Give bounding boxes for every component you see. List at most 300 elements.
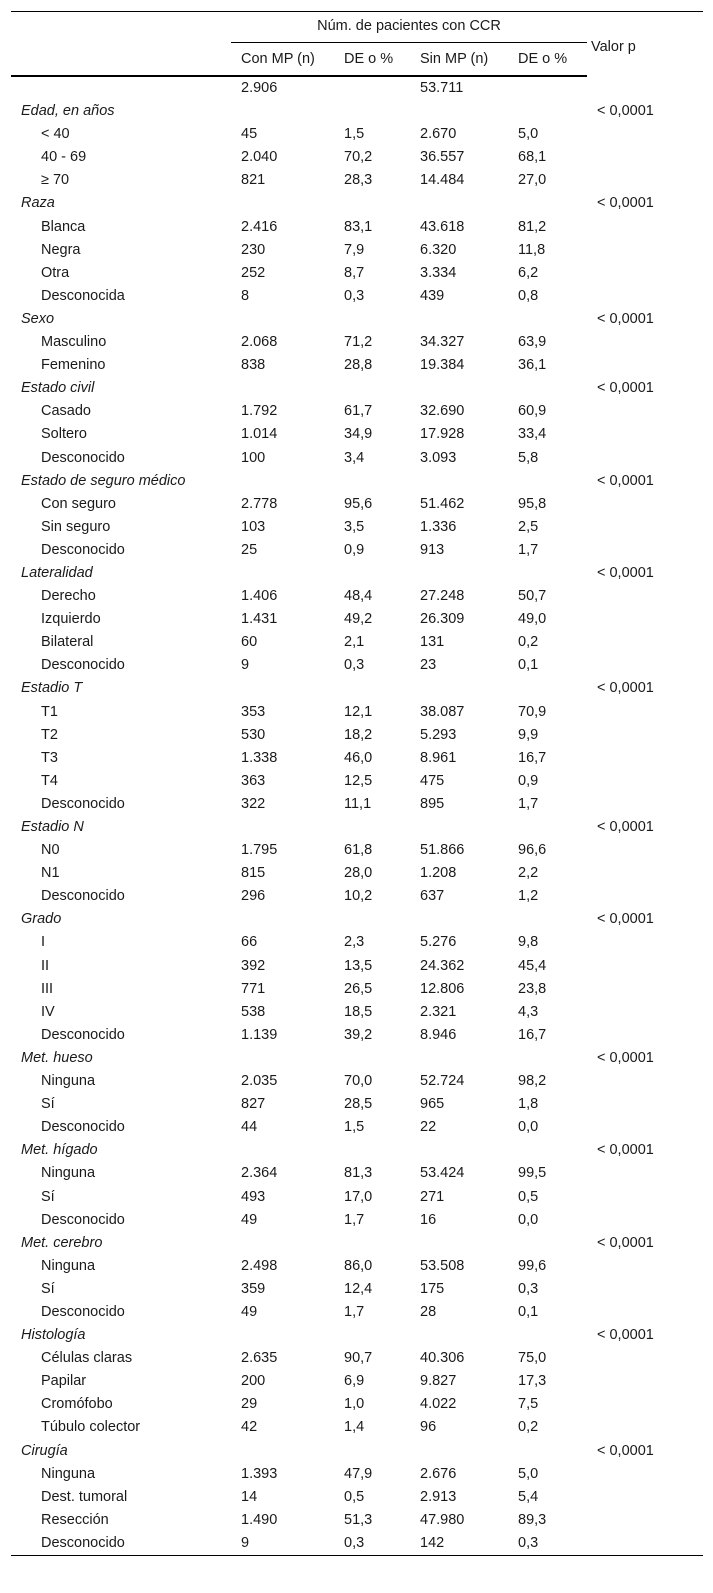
cell-sin-n: 2.676 (420, 1465, 457, 1482)
cell-con-n: 44 (241, 1119, 258, 1136)
cell-sin-n: 913 (420, 541, 445, 558)
table-row (11, 1093, 703, 1116)
cell-sin-n: 637 (420, 888, 445, 905)
section-pvalue: < 0,0001 (597, 564, 654, 581)
row-label: N0 (41, 842, 60, 859)
cell-empty (587, 493, 703, 516)
col-header-sin-n: Sin MP (n) (410, 43, 508, 76)
section-header-row (11, 1139, 703, 1162)
table-row (11, 955, 703, 978)
cell-con-pct: 18,5 (344, 1003, 373, 1020)
cell-con-pct: 12,1 (344, 703, 373, 720)
cell-sin-n: 895 (420, 795, 445, 812)
cell-sin-pct: 9,8 (518, 934, 539, 951)
cell-sin-n: 40.306 (420, 1350, 465, 1367)
cell-con-pct: 10,2 (344, 888, 373, 905)
cell-empty (587, 1001, 703, 1024)
cell-con-pct: 49,2 (344, 611, 373, 628)
cell-empty (587, 1486, 703, 1509)
cell-empty (587, 862, 703, 885)
table-row (11, 1116, 703, 1139)
cell-sin-pct: 9,9 (518, 726, 539, 743)
cell-con-pct: 28,5 (344, 1096, 373, 1113)
cell-empty (587, 955, 703, 978)
cell-con-pct: 83,1 (344, 218, 373, 235)
cell-sin-n: 131 (420, 634, 445, 651)
table-row (11, 839, 703, 862)
cell-sin-n: 965 (420, 1096, 445, 1113)
cell-empty (587, 654, 703, 677)
cell-con-n: 2.498 (241, 1257, 278, 1274)
cell-empty (587, 423, 703, 446)
cell-sin-pct: 33,4 (518, 426, 547, 443)
row-label: Sin seguro (41, 518, 111, 535)
cell-sin-n: 2.321 (420, 1003, 457, 1020)
cell-empty (587, 216, 703, 239)
cell-empty (587, 1162, 703, 1185)
section-header-row (11, 308, 703, 331)
row-label: < 40 (41, 126, 70, 143)
cell-con-pct: 51,3 (344, 1511, 373, 1528)
cell-sin-pct: 23,8 (518, 980, 547, 997)
cell-empty (587, 978, 703, 1001)
cell-sin-pct: 75,0 (518, 1350, 547, 1367)
cell-sin-n: 26.309 (420, 611, 465, 628)
cell-sin-n: 52.724 (420, 1073, 465, 1090)
row-label: Desconocido (41, 1303, 125, 1320)
col-header-con-n: Con MP (n) (231, 43, 334, 76)
col-header-con-pct: DE o % (334, 43, 410, 76)
cell-sin-pct: 70,9 (518, 703, 547, 720)
cell-con-n: 1.431 (241, 611, 278, 628)
cell-sin-pct: 7,5 (518, 1396, 539, 1413)
cell-sin-pct: 0,0 (518, 1119, 539, 1136)
table-row (11, 701, 703, 724)
row-label: Bilateral (41, 634, 94, 651)
cell-empty (587, 793, 703, 816)
row-label: Desconocido (41, 1534, 125, 1551)
cell-sin-n: 22 (420, 1119, 437, 1136)
row-label: T2 (41, 726, 58, 743)
cell-con-pct: 0,9 (344, 541, 365, 558)
cell-con-n: 1.406 (241, 588, 278, 605)
cell-con-pct: 47,9 (344, 1465, 373, 1482)
section-title: Met. hígado (21, 1142, 98, 1159)
cell-con-pct: 0,3 (344, 1534, 365, 1551)
row-label: Desconocido (41, 1119, 125, 1136)
section-pvalue: < 0,0001 (597, 911, 654, 928)
row-label: Sí (41, 1188, 55, 1205)
cell-sin-n: 23 (420, 657, 437, 674)
cell-con-pct: 6,9 (344, 1373, 365, 1390)
cell-con-pct: 28,0 (344, 865, 373, 882)
cell-sin-pct: 36,1 (518, 357, 547, 374)
row-label: Izquierdo (41, 611, 101, 628)
cell-con-n: 1.139 (241, 1026, 278, 1043)
row-label: Con seguro (41, 495, 116, 512)
cell-con-n: 815 (241, 865, 266, 882)
cell-con-n: 29 (241, 1396, 258, 1413)
cell-sin-pct: 50,7 (518, 588, 547, 605)
row-label: Desconocido (41, 795, 125, 812)
cell-con-pct: 12,4 (344, 1280, 373, 1297)
section-title: Histología (21, 1327, 86, 1344)
section-title: Cirugía (21, 1442, 68, 1459)
cell-con-pct: 2,3 (344, 934, 365, 951)
cell-empty (587, 1370, 703, 1393)
row-label: Femenino (41, 357, 106, 374)
patients-table (11, 12, 703, 1555)
total-p (587, 76, 703, 100)
section-header-row (11, 377, 703, 400)
cell-sin-pct: 0,1 (518, 1303, 539, 1320)
cell-con-pct: 3,4 (344, 449, 365, 466)
cell-empty (587, 1301, 703, 1324)
row-label: Sí (41, 1280, 55, 1297)
table-row (11, 539, 703, 562)
cell-con-pct: 61,7 (344, 403, 373, 420)
section-title: Grado (21, 911, 62, 928)
table-header (11, 12, 703, 76)
cell-empty (587, 770, 703, 793)
cell-con-n: 771 (241, 980, 266, 997)
cell-sin-pct: 2,2 (518, 865, 539, 882)
cell-sin-n: 271 (420, 1188, 445, 1205)
cell-sin-n: 19.384 (420, 357, 465, 374)
table-row (11, 931, 703, 954)
section-header-row (11, 677, 703, 700)
row-label: Ninguna (41, 1257, 96, 1274)
total-label (11, 76, 231, 100)
cell-con-n: 9 (241, 657, 250, 674)
cell-sin-n: 27.248 (420, 588, 465, 605)
cell-con-n: 2.040 (241, 149, 278, 166)
cell-sin-n: 3.334 (420, 264, 457, 281)
cell-con-pct: 18,2 (344, 726, 373, 743)
row-label: I (41, 934, 46, 951)
section-header-row (11, 816, 703, 839)
cell-con-pct: 71,2 (344, 334, 373, 351)
section-title: Met. hueso (21, 1049, 93, 1066)
row-label: Desconocida (41, 287, 125, 304)
cell-sin-pct: 0,0 (518, 1211, 539, 1228)
cell-con-pct: 26,5 (344, 980, 373, 997)
table-row (11, 1001, 703, 1024)
row-label: T4 (41, 772, 58, 789)
cell-con-n: 2.778 (241, 495, 278, 512)
cell-sin-pct: 45,4 (518, 957, 547, 974)
table-body (11, 76, 703, 1555)
cell-sin-pct: 27,0 (518, 172, 547, 189)
cell-sin-n: 475 (420, 772, 445, 789)
cell-sin-n: 96 (420, 1419, 437, 1436)
table-row (11, 493, 703, 516)
group-header-label: Núm. de pacientes con CCR (231, 12, 587, 43)
cell-con-n: 14 (241, 1488, 258, 1505)
cell-con-n: 359 (241, 1280, 266, 1297)
cell-con-pct: 86,0 (344, 1257, 373, 1274)
cell-empty (587, 146, 703, 169)
section-header-row (11, 1324, 703, 1347)
cell-con-n: 538 (241, 1003, 266, 1020)
cell-con-n: 100 (241, 449, 266, 466)
cell-con-pct: 28,8 (344, 357, 373, 374)
cell-con-pct: 81,3 (344, 1165, 373, 1182)
cell-empty (587, 539, 703, 562)
cell-sin-pct: 1,7 (518, 795, 539, 812)
table-row (11, 747, 703, 770)
section-header-row (11, 1232, 703, 1255)
total-con-pct (334, 76, 410, 100)
cell-sin-pct: 0,8 (518, 287, 539, 304)
table-container (11, 11, 703, 1556)
cell-con-pct: 48,4 (344, 588, 373, 605)
cell-sin-pct: 4,3 (518, 1003, 539, 1020)
section-title: Met. cerebro (21, 1234, 103, 1251)
section-title: Sexo (21, 310, 55, 327)
section-header-row (11, 1047, 703, 1070)
table-row (11, 608, 703, 631)
cell-sin-n: 5.293 (420, 726, 457, 743)
cell-con-n: 60 (241, 634, 258, 651)
row-label: T1 (41, 703, 58, 720)
cell-sin-pct: 81,2 (518, 218, 547, 235)
row-label: Blanca (41, 218, 86, 235)
cell-sin-n: 16 (420, 1211, 437, 1228)
cell-con-n: 1.014 (241, 426, 278, 443)
cell-empty (587, 1393, 703, 1416)
row-label: Túbulo colector (41, 1419, 141, 1436)
table-row (11, 770, 703, 793)
cell-empty (587, 1093, 703, 1116)
cell-sin-n: 32.690 (420, 403, 465, 420)
table-row (11, 447, 703, 470)
table-row (11, 516, 703, 539)
cell-empty (587, 1186, 703, 1209)
cell-sin-n: 43.618 (420, 218, 465, 235)
cell-sin-pct: 17,3 (518, 1373, 547, 1390)
cell-con-n: 1.490 (241, 1511, 278, 1528)
row-label: N1 (41, 865, 60, 882)
section-header-row (11, 470, 703, 493)
cell-sin-n: 36.557 (420, 149, 465, 166)
cell-empty (587, 239, 703, 262)
cell-sin-pct: 0,9 (518, 772, 539, 789)
section-header-row (11, 562, 703, 585)
row-label: Cromófobo (41, 1396, 113, 1413)
section-pvalue: < 0,0001 (597, 472, 654, 489)
cell-sin-pct: 63,9 (518, 334, 547, 351)
cell-con-n: 530 (241, 726, 266, 743)
cell-sin-pct: 6,2 (518, 264, 539, 281)
cell-con-pct: 0,3 (344, 287, 365, 304)
cell-con-n: 2.035 (241, 1073, 278, 1090)
cell-con-n: 493 (241, 1188, 266, 1205)
table-row (11, 1186, 703, 1209)
table-row (11, 285, 703, 308)
pvalue-header: Valor p (591, 39, 636, 55)
cell-con-n: 49 (241, 1303, 258, 1320)
cell-sin-n: 1.208 (420, 865, 457, 882)
cell-con-pct: 13,5 (344, 957, 373, 974)
row-label: Negra (41, 241, 81, 258)
section-pvalue: < 0,0001 (597, 1327, 654, 1344)
cell-sin-n: 5.276 (420, 934, 457, 951)
cell-sin-pct: 5,0 (518, 1465, 539, 1482)
row-label: Desconocido (41, 449, 125, 466)
cell-sin-pct: 98,2 (518, 1073, 547, 1090)
cell-empty (587, 354, 703, 377)
cell-sin-n: 9.827 (420, 1373, 457, 1390)
col-header-sin-pct: DE o % (508, 43, 587, 76)
row-label: Derecho (41, 588, 96, 605)
row-label: Desconocido (41, 888, 125, 905)
cell-con-pct: 61,8 (344, 842, 373, 859)
row-label: Resección (41, 1511, 109, 1528)
cell-sin-pct: 0,1 (518, 657, 539, 674)
cell-sin-n: 2.913 (420, 1488, 457, 1505)
header-empty-2 (11, 43, 231, 76)
cell-con-pct: 8,7 (344, 264, 365, 281)
cell-con-n: 363 (241, 772, 266, 789)
cell-con-pct: 1,4 (344, 1419, 365, 1436)
row-label: Desconocido (41, 541, 125, 558)
cell-empty (587, 1278, 703, 1301)
table-row (11, 423, 703, 446)
row-label: 40 - 69 (41, 149, 87, 166)
cell-empty (587, 631, 703, 654)
table-row (11, 1393, 703, 1416)
cell-empty (587, 701, 703, 724)
row-label: ≥ 70 (41, 172, 70, 189)
table-row (11, 1509, 703, 1532)
cell-sin-pct: 1,2 (518, 888, 539, 905)
table-row (11, 1070, 703, 1093)
section-pvalue: < 0,0001 (597, 680, 654, 697)
table-row (11, 978, 703, 1001)
cell-empty (587, 516, 703, 539)
table-row (11, 631, 703, 654)
cell-con-n: 2.635 (241, 1350, 278, 1367)
cell-empty (587, 1509, 703, 1532)
table-row (11, 1255, 703, 1278)
cell-sin-pct: 96,6 (518, 842, 547, 859)
table-row (11, 654, 703, 677)
section-title: Estado civil (21, 380, 95, 397)
cell-empty (587, 747, 703, 770)
cell-con-pct: 28,3 (344, 172, 373, 189)
cell-empty (587, 1024, 703, 1047)
section-title: Estadio T (21, 680, 83, 697)
section-pvalue: < 0,0001 (597, 310, 654, 327)
cell-empty (587, 1070, 703, 1093)
cell-empty (587, 931, 703, 954)
header-empty (11, 12, 231, 43)
total-sin-pct (508, 76, 587, 100)
group-header (231, 12, 587, 43)
row-label: Desconocido (41, 1026, 125, 1043)
section-pvalue: < 0,0001 (597, 195, 654, 212)
cell-con-n: 49 (241, 1211, 258, 1228)
cell-con-n: 827 (241, 1096, 266, 1113)
cell-con-n: 200 (241, 1373, 266, 1390)
row-label: T3 (41, 749, 58, 766)
cell-sin-pct: 5,0 (518, 126, 539, 143)
cell-con-n: 25 (241, 541, 258, 558)
cell-sin-n: 47.980 (420, 1511, 465, 1528)
cell-sin-n: 34.327 (420, 334, 465, 351)
cell-con-n: 1.393 (241, 1465, 278, 1482)
table-row (11, 1347, 703, 1370)
cell-sin-pct: 99,6 (518, 1257, 547, 1274)
cell-sin-pct: 0,3 (518, 1280, 539, 1297)
cell-con-pct: 2,1 (344, 634, 365, 651)
cell-con-pct: 1,5 (344, 1119, 365, 1136)
cell-empty (587, 1209, 703, 1232)
table-row (11, 1024, 703, 1047)
section-pvalue: < 0,0001 (597, 1234, 654, 1251)
cell-sin-n: 1.336 (420, 518, 457, 535)
cell-empty (587, 123, 703, 146)
cell-con-pct: 1,5 (344, 126, 365, 143)
cell-sin-pct: 16,7 (518, 749, 547, 766)
cell-empty (587, 1255, 703, 1278)
total-con-n: 2.906 (241, 80, 278, 96)
cell-sin-n: 51.462 (420, 495, 465, 512)
cell-sin-n: 14.484 (420, 172, 465, 189)
section-header-row (11, 100, 703, 123)
cell-sin-pct: 60,9 (518, 403, 547, 420)
cell-con-n: 9 (241, 1534, 250, 1551)
cell-empty (587, 400, 703, 423)
table-row (11, 400, 703, 423)
cell-sin-pct: 99,5 (518, 1165, 547, 1182)
table-row (11, 1162, 703, 1185)
section-pvalue: < 0,0001 (597, 103, 654, 120)
row-label: III (41, 980, 54, 997)
cell-con-n: 103 (241, 518, 266, 535)
table-row (11, 354, 703, 377)
cell-con-n: 8 (241, 287, 250, 304)
table-row (11, 1416, 703, 1439)
cell-con-pct: 1,7 (344, 1211, 365, 1228)
table-row (11, 1463, 703, 1486)
table-row (11, 1370, 703, 1393)
table-row (11, 724, 703, 747)
section-header-row (11, 908, 703, 931)
cell-sin-pct: 11,8 (518, 241, 546, 258)
row-label: Ninguna (41, 1073, 96, 1090)
cell-sin-pct: 49,0 (518, 611, 547, 628)
cell-sin-pct: 68,1 (518, 149, 547, 166)
cell-con-pct: 1,7 (344, 1303, 365, 1320)
cell-con-n: 66 (241, 934, 258, 951)
table-row (11, 1301, 703, 1324)
cell-sin-n: 24.362 (420, 957, 465, 974)
row-label: Desconocido (41, 1211, 125, 1228)
cell-con-pct: 46,0 (344, 749, 373, 766)
row-label: IV (41, 1003, 55, 1020)
cell-sin-n: 53.508 (420, 1257, 465, 1274)
cell-sin-n: 8.961 (420, 749, 457, 766)
row-label: II (41, 957, 50, 974)
section-header-row (11, 1440, 703, 1463)
cell-sin-pct: 0,2 (518, 634, 539, 651)
bottom-rule (11, 1555, 703, 1556)
cell-empty (587, 1416, 703, 1439)
cell-con-pct: 3,5 (344, 518, 365, 535)
row-label: Células claras (41, 1350, 133, 1367)
